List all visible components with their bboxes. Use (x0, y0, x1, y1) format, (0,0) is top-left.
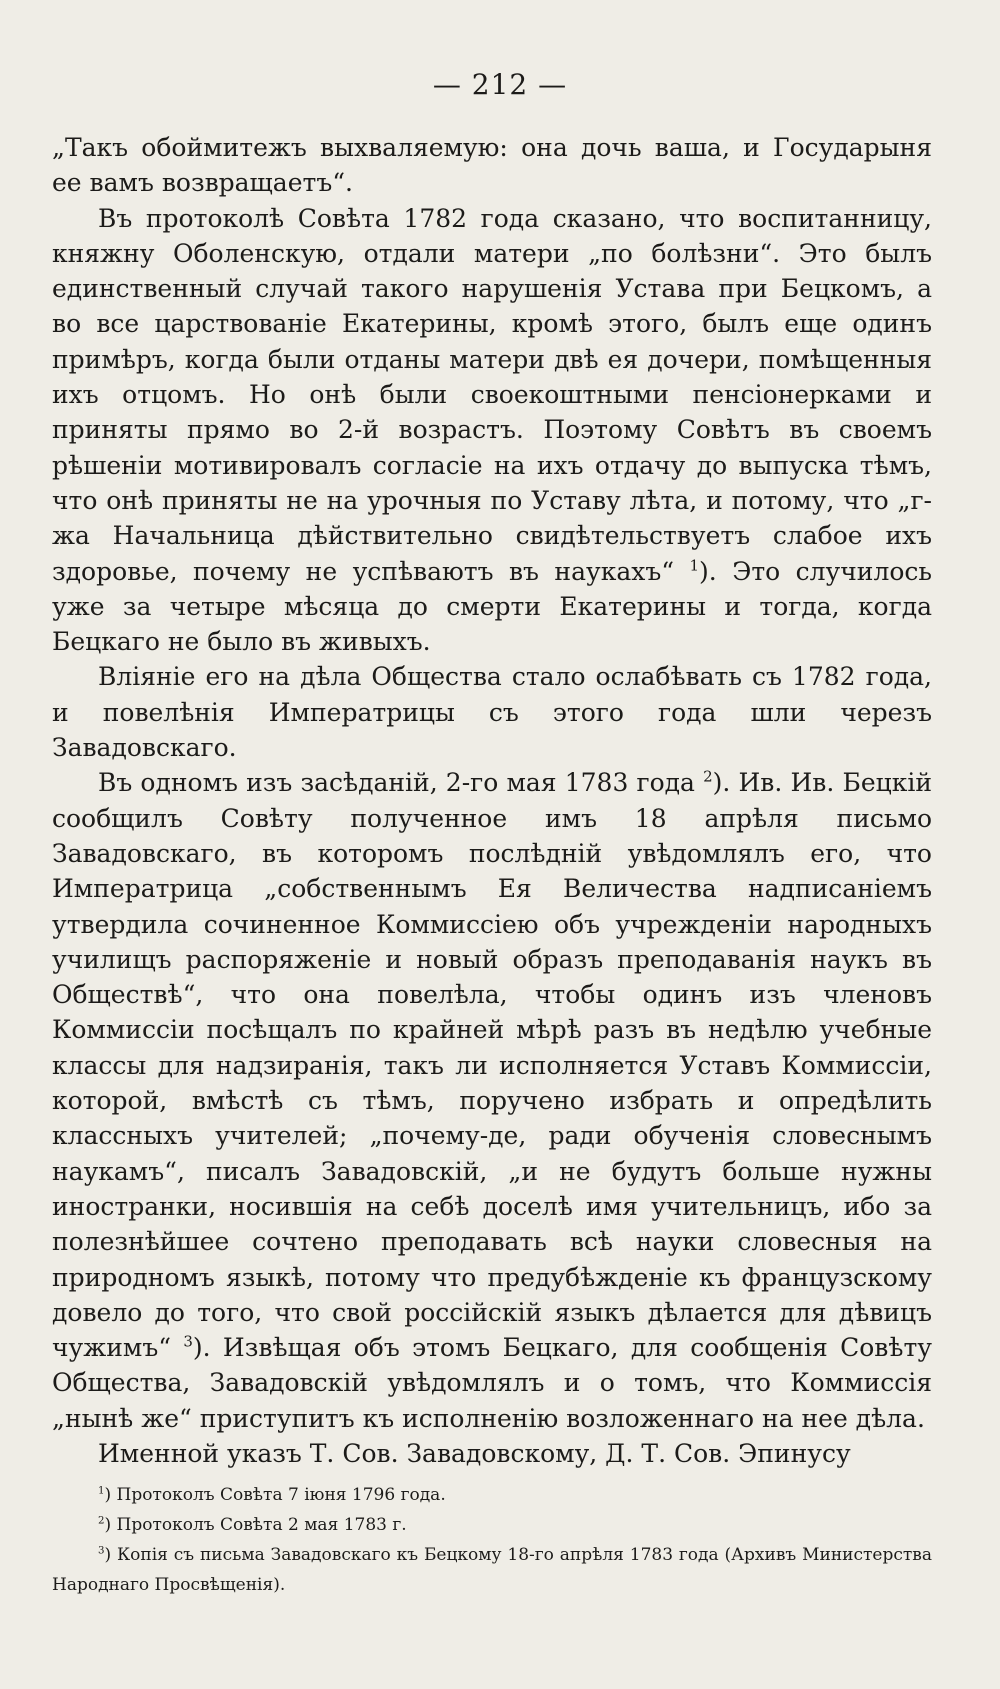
paragraph-4-text-a: Въ одномъ изъ засѣданій, 2-го мая 1783 года (98, 768, 695, 798)
footnotes (52, 1480, 932, 1600)
footnote-mark: 1 (98, 1485, 105, 1497)
page-number: — 212 — (432, 68, 568, 101)
footnote-text: ) Копія съ письма Завадовскаго къ Бецкому 18-го апрѣля 1783 года (Архивъ Министерства Народнаго Просвѣщенія). (52, 1545, 932, 1595)
paragraph-5: Именной указъ Т. Сов. Завадовскому, Д. Т. Сов. Эпинусу (98, 1438, 851, 1468)
paragraph-4-text-b: ). Ив. Ив. Бецкій сообщилъ Совѣту полученное имъ 18 апрѣля письмо Завадовскаго, въ которомъ послѣдній увѣдомлялъ его, что Императрица „собственнымъ Ея Величества надписаніемъ утвердила сочиненное Коммиссіею объ учрежденіи народныхъ училищъ распоряженіе и новый образъ преподаванія наукъ въ Обществѣ“, что она повелѣла, чтобы одинъ изъ членовъ Коммиссіи посѣщалъ по крайней мѣрѣ разъ въ недѣлю учебные классы для надзиранія, такъ ли исполняется Уставъ Коммиссіи, которой, вмѣстѣ съ тѣмъ, поручено избрать и опредѣлить классныхъ учителей; „почему-де, ради обученія словеснымъ наукамъ“, писалъ Завадовскій, „и не будутъ больше нужны иностранки, носившія на себѣ доселѣ имя учительницъ, ибо за полезнѣйшее сочтено преподавать всѣ науки словесныя на природномъ языкѣ, потому что предубѣжденіе къ французскому довело до того, что свой россійскій языкъ дѣлается для дѣвицъ чужимъ“ (52, 768, 932, 1363)
paragraph-2 (52, 201, 932, 660)
footnote-ref-3: 3 (183, 1332, 193, 1351)
footnote-3 (52, 1540, 932, 1600)
footnote-1 (52, 1480, 932, 1510)
paragraph-2-text-a: Въ протоколѣ Совѣта 1782 года сказано, что воспитанницу, княжну Оболенскую, отдали матери „по болѣзни“. Это былъ единственный случай такого нарушенія Устава при Бецкомъ, а во все царствованіе Екатерины, кромѣ этого, былъ еще одинъ примѣръ, когда были отданы матери двѣ ея дочери, помѣщенныя ихъ отцомъ. Но онѣ были своекоштными пенсіонерками и приняты прямо во 2-й возрастъ. Поэтому Совѣтъ въ своемъ рѣшеніи мотивировалъ согласіе на ихъ отдачу до выпуска тѣмъ, что онѣ приняты не на урочныя по Уставу лѣта, и потому, что „г-жа Начальница дѣйствительно свидѣтельствуетъ слабое ихъ здоровье, почему не успѣваютъ въ наукахъ“ (52, 203, 932, 586)
footnote-ref-2: 2 (703, 768, 713, 787)
footnote-mark: 3 (98, 1545, 105, 1557)
footnote-mark: 2 (98, 1515, 105, 1527)
paragraph-4 (52, 765, 932, 1436)
paragraph-2-text-b: ). Это случилось уже за четыре мѣсяца до смерти Екатерины и тогда, когда Бецкаго не было въ живыхъ. (52, 556, 933, 657)
paragraph-3: Вліяніе его на дѣла Общества стало ослабѣвать съ 1782 года, и повелѣнія Императрицы съ этого года шли черезъ Завадовскаго. (52, 662, 932, 763)
footnote-ref-1: 1 (689, 556, 700, 575)
paragraph-4-text-c: ). Извѣщая объ этомъ Бецкаго, для сообщенія Совѣту Общества, Завадовскій увѣдомлялъ и о томъ, что Коммиссія „нынѣ же“ приступитъ къ исполненію возложеннаго на нее дѣла. (52, 1333, 933, 1433)
footnote-2 (52, 1510, 932, 1540)
footnote-text: ) Протоколъ Совѣта 7 іюня 1796 года. (104, 1485, 446, 1505)
main-text (52, 130, 932, 1471)
footnote-text: ) Протоколъ Совѣта 2 мая 1783 г. (104, 1515, 407, 1535)
paragraph-1: „Такъ обоймитежъ выхваляемую: она дочь ваша, и Государыня ее вамъ возвращаетъ“. (52, 133, 932, 198)
